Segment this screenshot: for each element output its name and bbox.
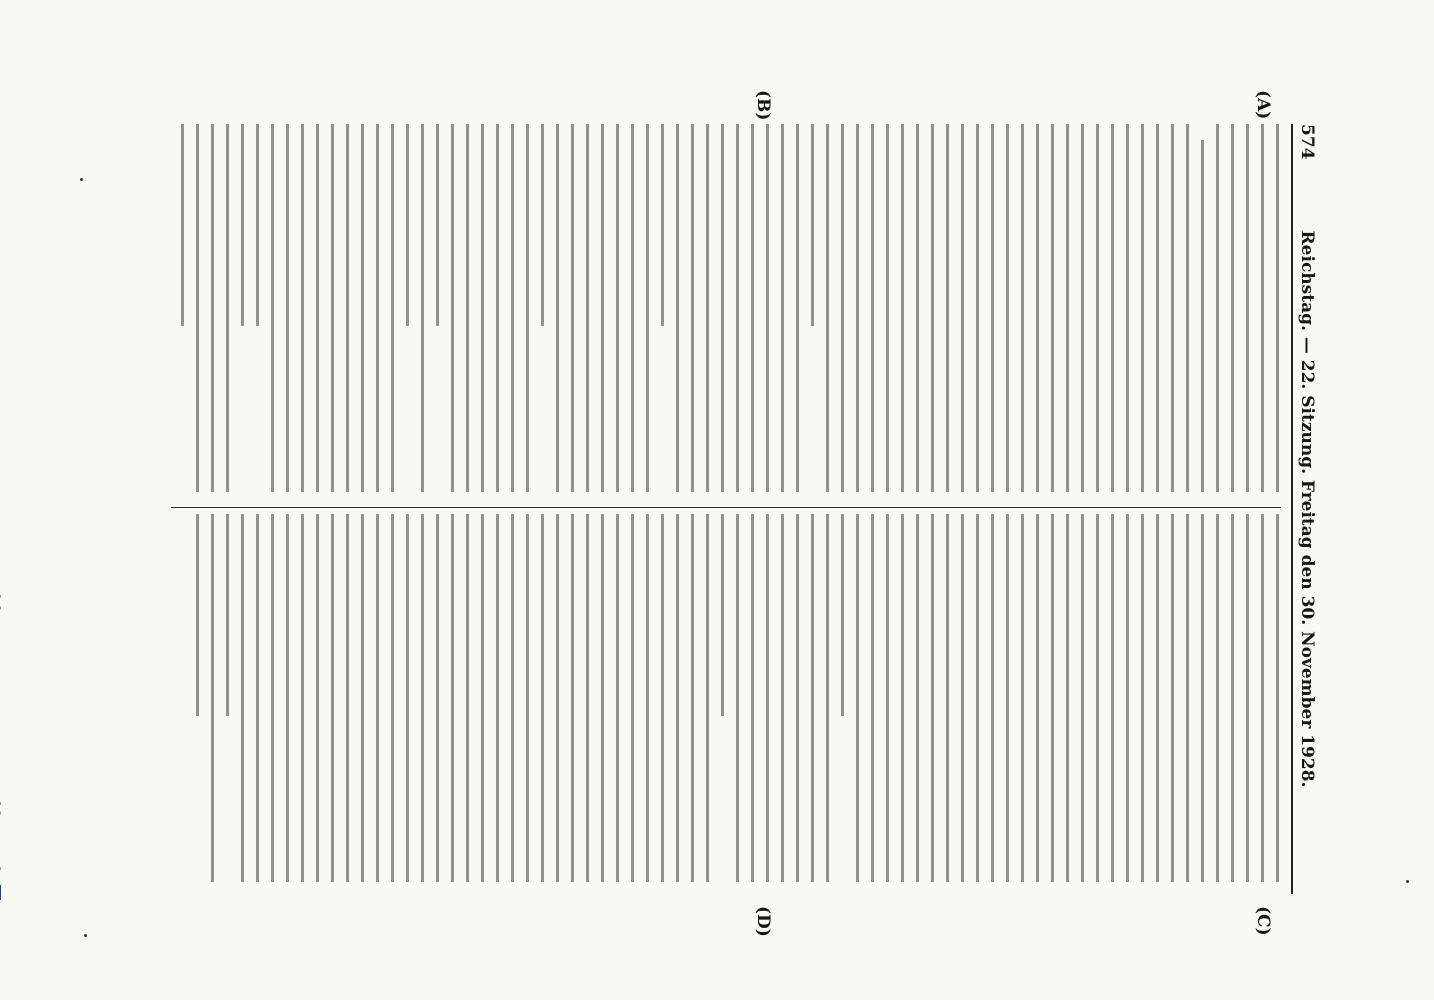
text-line	[1141, 514, 1144, 882]
text-line	[961, 514, 964, 882]
text-line	[796, 514, 799, 882]
text-line	[571, 514, 574, 882]
text-line	[826, 514, 829, 882]
text-line	[646, 514, 649, 882]
text-line	[841, 124, 844, 492]
text-line	[901, 124, 904, 492]
text-line	[1126, 124, 1129, 492]
text-line	[361, 514, 364, 882]
text-line	[466, 514, 469, 882]
text-line	[586, 514, 589, 882]
margin-marker-c: (C)	[1253, 906, 1273, 936]
text-line	[421, 124, 424, 492]
text-line	[916, 514, 919, 882]
text-line	[331, 124, 334, 492]
text-line	[556, 124, 559, 492]
text-line	[616, 124, 619, 492]
text-line	[541, 124, 544, 326]
page-number: 574	[1297, 124, 1317, 160]
text-line	[1081, 124, 1084, 492]
text-line	[361, 124, 364, 492]
scan-speck	[80, 178, 83, 181]
text-line	[586, 124, 589, 492]
text-line	[721, 124, 724, 492]
text-line	[991, 124, 994, 492]
text-line	[271, 124, 274, 492]
text-line	[1171, 124, 1174, 492]
text-line	[331, 514, 334, 882]
text-line	[226, 124, 229, 492]
text-line	[541, 514, 544, 882]
text-line	[856, 124, 859, 492]
text-line	[751, 514, 754, 882]
text-line	[931, 124, 934, 492]
text-line	[1276, 514, 1279, 882]
text-line	[1171, 514, 1174, 882]
digitization-notice	[0, 570, 2, 900]
text-line	[1186, 514, 1189, 882]
text-line	[376, 514, 379, 882]
text-line	[346, 124, 349, 492]
text-line	[1081, 514, 1084, 882]
text-line	[421, 514, 424, 882]
text-line	[436, 514, 439, 882]
text-line	[526, 514, 529, 882]
text-line	[886, 124, 889, 492]
text-line	[676, 514, 679, 882]
text-line	[766, 124, 769, 492]
text-line	[1006, 514, 1009, 882]
text-line	[1066, 124, 1069, 492]
text-line	[1186, 124, 1189, 492]
text-line	[901, 514, 904, 882]
text-line	[886, 514, 889, 882]
text-line	[1021, 514, 1024, 882]
text-line	[391, 124, 394, 492]
text-line	[826, 124, 829, 492]
text-line	[691, 124, 694, 492]
scan-speck	[1406, 880, 1409, 883]
text-line	[301, 124, 304, 492]
text-line	[406, 124, 409, 326]
text-line	[631, 514, 634, 882]
text-line	[736, 124, 739, 492]
text-line	[181, 124, 184, 326]
text-line	[811, 514, 814, 882]
text-line	[1201, 140, 1204, 492]
text-line	[811, 124, 814, 326]
text-line	[781, 514, 784, 882]
text-line	[961, 124, 964, 492]
text-line	[781, 124, 784, 492]
text-line	[871, 514, 874, 882]
text-line	[691, 514, 694, 882]
text-line	[211, 124, 214, 492]
dfg-logo	[0, 885, 1, 900]
text-line	[871, 124, 874, 492]
text-line	[316, 124, 319, 492]
text-line	[1141, 124, 1144, 492]
text-line	[856, 514, 859, 882]
text-line	[721, 514, 724, 716]
text-line	[496, 124, 499, 492]
text-line	[1231, 514, 1234, 882]
text-line	[1126, 514, 1129, 882]
text-line	[481, 514, 484, 882]
text-line	[946, 514, 949, 882]
text-line	[661, 124, 664, 326]
margin-marker-d: (D)	[753, 906, 773, 937]
text-line	[766, 514, 769, 882]
text-line	[196, 514, 199, 716]
text-line	[1231, 124, 1234, 492]
scan-speck	[84, 934, 87, 937]
text-line	[1156, 514, 1159, 882]
text-line	[511, 124, 514, 492]
text-line	[1111, 124, 1114, 492]
text-line	[751, 124, 754, 492]
text-line	[196, 124, 199, 492]
text-line	[1096, 124, 1099, 492]
text-line	[1156, 124, 1159, 492]
text-line	[661, 514, 664, 882]
text-line	[1036, 124, 1039, 492]
text-line	[1036, 514, 1039, 882]
text-line	[1216, 124, 1219, 492]
text-line	[646, 124, 649, 492]
text-line	[451, 514, 454, 882]
margin-marker-a: (A)	[1253, 90, 1273, 120]
text-line	[436, 124, 439, 326]
text-line	[241, 124, 244, 326]
text-line	[1261, 514, 1264, 882]
margin-marker-b: (B)	[753, 90, 773, 121]
text-line	[601, 514, 604, 882]
column-divider	[171, 507, 1281, 508]
text-line	[481, 124, 484, 492]
text-line	[316, 514, 319, 882]
text-line	[241, 514, 244, 882]
text-line	[706, 124, 709, 492]
text-line	[211, 514, 214, 882]
text-line	[1201, 514, 1204, 882]
text-line	[976, 514, 979, 882]
text-line	[931, 514, 934, 882]
text-line	[406, 514, 409, 882]
text-line	[1051, 124, 1054, 492]
text-line	[376, 124, 379, 492]
rotated-page-content	[143, 60, 1343, 940]
text-line	[466, 124, 469, 492]
digitization-notice-text	[0, 531, 2, 882]
text-line	[841, 514, 844, 716]
text-line	[631, 124, 634, 492]
page-title: Reichstag. — 22. Sitzung. Freitag den 30. November 1928.	[1297, 230, 1317, 788]
text-line	[286, 514, 289, 882]
text-line	[571, 124, 574, 492]
text-line	[226, 514, 229, 716]
text-line	[496, 514, 499, 882]
text-line	[706, 514, 709, 882]
text-line	[1261, 124, 1264, 492]
text-line	[1021, 124, 1024, 492]
text-line	[991, 514, 994, 882]
page-header	[1291, 124, 1317, 894]
text-line	[916, 124, 919, 492]
text-line	[1006, 124, 1009, 492]
text-line	[1111, 514, 1114, 882]
text-line	[391, 514, 394, 882]
text-line	[286, 124, 289, 492]
text-column-left	[169, 124, 1279, 492]
text-line	[256, 124, 259, 326]
text-line	[301, 514, 304, 882]
text-line	[676, 124, 679, 492]
text-line	[1276, 124, 1279, 492]
text-line	[946, 124, 949, 492]
text-line	[1246, 514, 1249, 882]
text-line	[616, 514, 619, 882]
text-line	[451, 124, 454, 492]
text-line	[1246, 124, 1249, 492]
text-line	[1066, 514, 1069, 882]
text-line	[511, 514, 514, 882]
text-line	[526, 124, 529, 492]
text-line	[256, 514, 259, 882]
text-line	[1216, 514, 1219, 882]
text-line	[736, 514, 739, 882]
text-line	[1096, 514, 1099, 882]
text-line	[346, 514, 349, 882]
text-line	[1051, 514, 1054, 882]
text-column-right	[169, 514, 1279, 882]
text-line	[976, 124, 979, 492]
text-line	[796, 124, 799, 492]
text-line	[601, 124, 604, 492]
text-line	[556, 514, 559, 882]
text-line	[271, 514, 274, 882]
